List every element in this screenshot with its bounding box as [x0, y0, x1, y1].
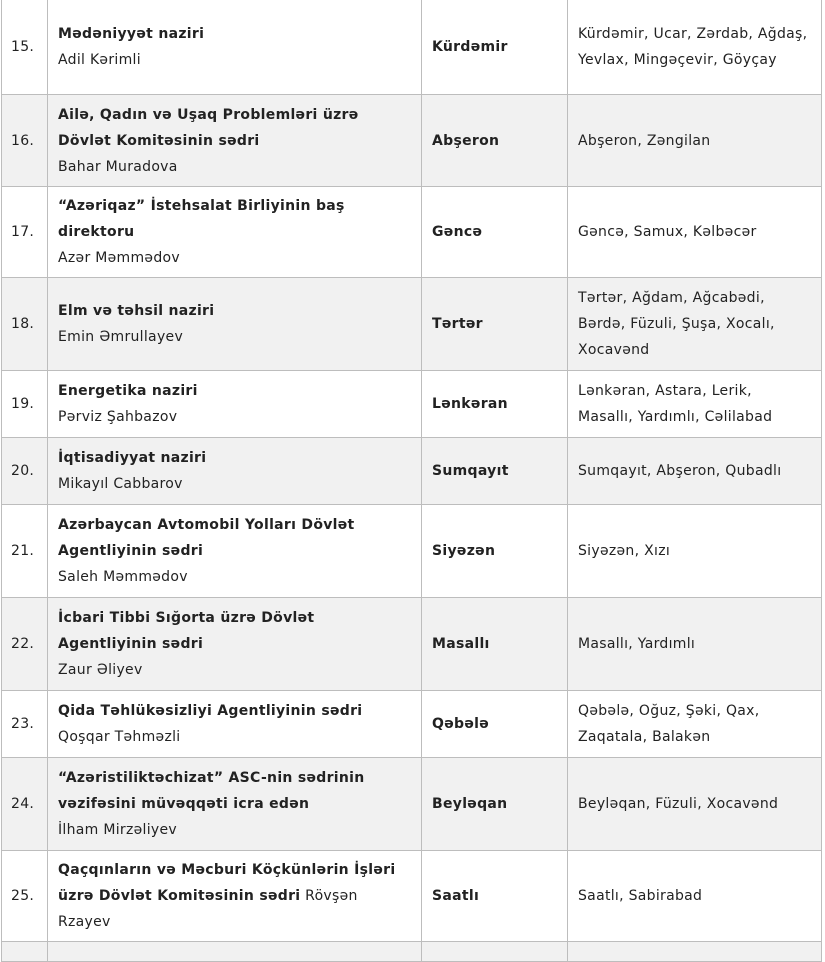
- position-cell: [48, 438, 422, 505]
- position-cell: [48, 851, 422, 942]
- position-title: Qaçqınların və Məcburi Köçkünlərin İşləri üzrə Dövlət Komitəsinin sədri: [58, 862, 396, 904]
- table-row: [2, 0, 822, 95]
- position-title: İcbari Tibbi Sığorta üzrə Dövlət Agentliyinin sədri: [58, 610, 315, 652]
- position-title: “Azəriqaz” İstehsalat Birliyinin baş direktoru: [58, 198, 345, 240]
- districts-cell: Saatlı, Sabirabad: [568, 851, 822, 942]
- row-number: 24.: [2, 758, 48, 851]
- official-name: Bahar Muradova: [58, 158, 178, 175]
- position-cell: [48, 95, 422, 187]
- position-title: Mədəniyyət naziri: [58, 25, 205, 42]
- table-row: [2, 942, 822, 962]
- row-number: 16.: [2, 95, 48, 187]
- row-number: [2, 942, 48, 962]
- city-cell: Qəbələ: [422, 691, 568, 758]
- official-name: Pərviz Şahbazov: [58, 409, 178, 425]
- table-body: [2, 0, 822, 962]
- position-title: İqtisadiyyat naziri: [58, 450, 207, 466]
- row-number: 17.: [2, 187, 48, 278]
- districts-cell: Beyləqan, Füzuli, Xocavənd: [568, 758, 822, 851]
- official-name: Azər Məmmədov: [58, 250, 180, 266]
- official-name: İlham Mirzəliyev: [58, 822, 178, 838]
- city-cell: Tərtər: [422, 278, 568, 371]
- row-number: 25.: [2, 851, 48, 942]
- position-cell: [48, 0, 422, 95]
- table-row: [2, 691, 822, 758]
- table-row: [2, 187, 822, 278]
- row-number: 19.: [2, 371, 48, 438]
- table-row: [2, 95, 822, 187]
- assignments-table: [1, 0, 822, 962]
- table-row: [2, 371, 822, 438]
- districts-cell: Qəbələ, Oğuz, Şəki, Qax, Zaqatala, Balakən: [568, 691, 822, 758]
- row-number: 20.: [2, 438, 48, 505]
- position-title: Azərbaycan Avtomobil Yolları Dövlət Agentliyinin sədri: [58, 517, 355, 559]
- row-number: 23.: [2, 691, 48, 758]
- table-row: [2, 438, 822, 505]
- position-cell: [48, 278, 422, 371]
- official-name: Rövşən Rzayev: [58, 888, 358, 930]
- districts-cell: Kürdəmir, Ucar, Zərdab, Ağdaş, Yevlax, Mingəçevir, Göyçay: [568, 0, 822, 95]
- position-title: Qida Təhlükəsizliyi Agentliyinin sədri: [58, 703, 363, 719]
- position-cell: [48, 758, 422, 851]
- table-row: [2, 505, 822, 598]
- official-name: Mikayıl Cabbarov: [58, 476, 183, 492]
- position-title: Elm və təhsil naziri: [58, 303, 215, 319]
- position-cell: [48, 691, 422, 758]
- districts-cell: Sumqayıt, Abşeron, Qubadlı: [568, 438, 822, 505]
- position-cell: [48, 371, 422, 438]
- official-name: Qoşqar Təhməzli: [58, 729, 181, 745]
- city-cell: Saatlı: [422, 851, 568, 942]
- districts-cell: Abşeron, Zəngilan: [568, 95, 822, 187]
- position-cell: [48, 505, 422, 598]
- districts-cell: Siyəzən, Xızı: [568, 505, 822, 598]
- position-title: Energetika naziri: [58, 383, 198, 399]
- position-cell: [48, 942, 422, 962]
- districts-cell: Tərtər, Ağdam, Ağcabədi, Bərdə, Füzuli, Şuşa, Xocalı, Xocavənd: [568, 278, 822, 371]
- city-cell: Sumqayıt: [422, 438, 568, 505]
- districts-cell: [568, 942, 822, 962]
- city-cell: Gəncə: [422, 187, 568, 278]
- table-row: [2, 598, 822, 691]
- row-number: 21.: [2, 505, 48, 598]
- table-row: [2, 278, 822, 371]
- official-name: Emin Əmrullayev: [58, 329, 184, 345]
- table-row: [2, 758, 822, 851]
- row-number: 15.: [2, 0, 48, 95]
- city-cell: Beyləqan: [422, 758, 568, 851]
- city-cell: [422, 942, 568, 962]
- position-cell: [48, 187, 422, 278]
- city-cell: Kürdəmir: [422, 0, 568, 95]
- official-name: Adil Kərimli: [58, 51, 141, 68]
- row-number: 22.: [2, 598, 48, 691]
- districts-cell: Lənkəran, Astara, Lerik, Masallı, Yardımlı, Cəlilabad: [568, 371, 822, 438]
- row-number: 18.: [2, 278, 48, 371]
- position-title: Ailə, Qadın və Uşaq Problemləri üzrə Dövlət Komitəsinin sədri: [58, 106, 359, 149]
- city-cell: Abşeron: [422, 95, 568, 187]
- city-cell: Lənkəran: [422, 371, 568, 438]
- districts-cell: Gəncə, Samux, Kəlbəcər: [568, 187, 822, 278]
- districts-cell: Masallı, Yardımlı: [568, 598, 822, 691]
- table-row: [2, 851, 822, 942]
- official-name: Saleh Məmmədov: [58, 569, 188, 585]
- city-cell: Siyəzən: [422, 505, 568, 598]
- city-cell: Masallı: [422, 598, 568, 691]
- official-name: Zaur Əliyev: [58, 662, 143, 678]
- position-cell: [48, 598, 422, 691]
- position-title: “Azəristiliktəchizat” ASC-nin sədrinin vəzifəsini müvəqqəti icra edən: [58, 770, 365, 812]
